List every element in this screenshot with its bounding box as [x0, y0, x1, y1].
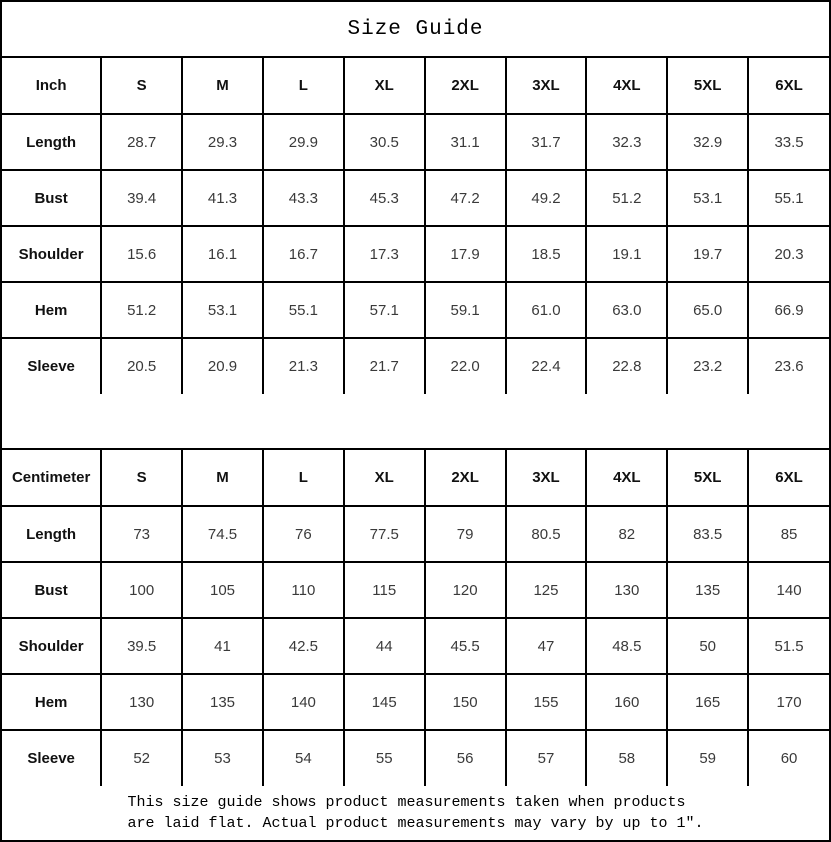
measurement-value-cell: 49.2: [506, 170, 587, 226]
size-header-cell: 4XL: [586, 58, 667, 114]
measurement-value-cell: 29.9: [263, 114, 344, 170]
measurement-value-cell: 52: [101, 730, 182, 786]
measurement-row: [2, 618, 829, 674]
measurement-value-cell: 31.7: [506, 114, 587, 170]
measurement-value-cell: 41: [182, 618, 263, 674]
measurement-value-cell: 16.1: [182, 226, 263, 282]
measurement-value-cell: 39.5: [101, 618, 182, 674]
measurement-value-cell: 53.1: [182, 282, 263, 338]
measurement-value-cell: 51.5: [748, 618, 829, 674]
measurement-value-cell: 115: [344, 562, 425, 618]
measurement-value-cell: 110: [263, 562, 344, 618]
size-header-cell: 3XL: [506, 450, 587, 506]
measurement-value-cell: 80.5: [506, 506, 587, 562]
measurement-value-cell: 50: [667, 618, 748, 674]
measurement-value-cell: 22.4: [506, 338, 587, 394]
measurement-value-cell: 55: [344, 730, 425, 786]
measurement-row: [2, 282, 829, 338]
size-header-cell: XL: [344, 58, 425, 114]
measurement-value-cell: 28.7: [101, 114, 182, 170]
measurement-value-cell: 105: [182, 562, 263, 618]
measurement-value-cell: 22.0: [425, 338, 506, 394]
measurement-value-cell: 16.7: [263, 226, 344, 282]
size-header-cell: XL: [344, 450, 425, 506]
measurement-value-cell: 59.1: [425, 282, 506, 338]
measurement-value-cell: 19.7: [667, 226, 748, 282]
measurement-value-cell: 29.3: [182, 114, 263, 170]
measurement-value-cell: 42.5: [263, 618, 344, 674]
measurement-value-cell: 63.0: [586, 282, 667, 338]
unit-header-cell: Centimeter: [2, 450, 101, 506]
measurement-value-cell: 32.3: [586, 114, 667, 170]
measurement-value-cell: 135: [182, 674, 263, 730]
measurement-row: [2, 674, 829, 730]
inch-table-body: [2, 114, 829, 394]
measurement-value-cell: 130: [101, 674, 182, 730]
measurement-label-cell: Sleeve: [2, 338, 101, 394]
measurement-value-cell: 51.2: [586, 170, 667, 226]
measurement-value-cell: 51.2: [101, 282, 182, 338]
page-title: Size Guide: [2, 2, 829, 58]
measurement-value-cell: 53.1: [667, 170, 748, 226]
measurement-value-cell: 82: [586, 506, 667, 562]
measurement-value-cell: 150: [425, 674, 506, 730]
measurement-value-cell: 55.1: [748, 170, 829, 226]
measurement-value-cell: 53: [182, 730, 263, 786]
measurement-value-cell: 85: [748, 506, 829, 562]
measurement-value-cell: 120: [425, 562, 506, 618]
measurement-value-cell: 165: [667, 674, 748, 730]
measurement-value-cell: 48.5: [586, 618, 667, 674]
measurement-value-cell: 58: [586, 730, 667, 786]
measurement-value-cell: 43.3: [263, 170, 344, 226]
measurement-value-cell: 160: [586, 674, 667, 730]
measurement-value-cell: 33.5: [748, 114, 829, 170]
measurement-row: [2, 506, 829, 562]
measurement-value-cell: 45.5: [425, 618, 506, 674]
size-header-cell: S: [101, 450, 182, 506]
measurement-value-cell: 23.6: [748, 338, 829, 394]
size-header-cell: 5XL: [667, 58, 748, 114]
measurement-value-cell: 56: [425, 730, 506, 786]
measurement-row: [2, 338, 829, 394]
footer-note-text: [127, 792, 703, 834]
measurement-value-cell: 22.8: [586, 338, 667, 394]
centimeter-table-header: [2, 450, 829, 506]
measurement-value-cell: 47.2: [425, 170, 506, 226]
measurement-value-cell: 74.5: [182, 506, 263, 562]
size-header-row: [2, 58, 829, 114]
measurement-value-cell: 44: [344, 618, 425, 674]
unit-header-cell: Inch: [2, 58, 101, 114]
size-header-cell: 2XL: [425, 58, 506, 114]
measurement-value-cell: 57.1: [344, 282, 425, 338]
measurement-value-cell: 57: [506, 730, 587, 786]
inch-size-table: [2, 58, 829, 394]
measurement-row: [2, 730, 829, 786]
measurement-row: [2, 114, 829, 170]
measurement-value-cell: 17.3: [344, 226, 425, 282]
size-header-cell: 2XL: [425, 450, 506, 506]
size-header-cell: 6XL: [748, 450, 829, 506]
measurement-value-cell: 65.0: [667, 282, 748, 338]
measurement-value-cell: 60: [748, 730, 829, 786]
measurement-label-cell: Hem: [2, 674, 101, 730]
table-spacer: [2, 394, 829, 450]
size-header-cell: M: [182, 58, 263, 114]
measurement-row: [2, 170, 829, 226]
measurement-value-cell: 155: [506, 674, 587, 730]
size-header-cell: 4XL: [586, 450, 667, 506]
measurement-value-cell: 54: [263, 730, 344, 786]
measurement-label-cell: Hem: [2, 282, 101, 338]
measurement-value-cell: 15.6: [101, 226, 182, 282]
measurement-value-cell: 55.1: [263, 282, 344, 338]
measurement-value-cell: 30.5: [344, 114, 425, 170]
measurement-value-cell: 17.9: [425, 226, 506, 282]
inch-table-header: [2, 58, 829, 114]
measurement-label-cell: Sleeve: [2, 730, 101, 786]
measurement-value-cell: 21.7: [344, 338, 425, 394]
size-header-cell: S: [101, 58, 182, 114]
measurement-value-cell: 66.9: [748, 282, 829, 338]
measurement-label-cell: Shoulder: [2, 226, 101, 282]
measurement-value-cell: 59: [667, 730, 748, 786]
centimeter-size-table: [2, 450, 829, 786]
measurement-row: [2, 226, 829, 282]
measurement-value-cell: 31.1: [425, 114, 506, 170]
measurement-value-cell: 21.3: [263, 338, 344, 394]
measurement-value-cell: 125: [506, 562, 587, 618]
measurement-value-cell: 140: [263, 674, 344, 730]
size-header-row: [2, 450, 829, 506]
size-header-cell: 6XL: [748, 58, 829, 114]
measurement-value-cell: 23.2: [667, 338, 748, 394]
size-header-cell: 3XL: [506, 58, 587, 114]
footer-note: [2, 786, 829, 840]
measurement-label-cell: Bust: [2, 170, 101, 226]
size-header-cell: L: [263, 58, 344, 114]
measurement-value-cell: 140: [748, 562, 829, 618]
measurement-value-cell: 19.1: [586, 226, 667, 282]
measurement-value-cell: 18.5: [506, 226, 587, 282]
measurement-label-cell: Length: [2, 114, 101, 170]
measurement-value-cell: 32.9: [667, 114, 748, 170]
measurement-value-cell: 145: [344, 674, 425, 730]
size-header-cell: L: [263, 450, 344, 506]
measurement-value-cell: 73: [101, 506, 182, 562]
measurement-value-cell: 61.0: [506, 282, 587, 338]
measurement-value-cell: 47: [506, 618, 587, 674]
footer-note-line1: This size guide shows product measurements taken when products: [127, 794, 686, 811]
measurement-value-cell: 20.5: [101, 338, 182, 394]
measurement-value-cell: 100: [101, 562, 182, 618]
measurement-value-cell: 77.5: [344, 506, 425, 562]
centimeter-table-body: [2, 506, 829, 786]
measurement-value-cell: 20.3: [748, 226, 829, 282]
measurement-row: [2, 562, 829, 618]
measurement-value-cell: 83.5: [667, 506, 748, 562]
measurement-value-cell: 130: [586, 562, 667, 618]
size-header-cell: M: [182, 450, 263, 506]
measurement-value-cell: 79: [425, 506, 506, 562]
measurement-value-cell: 135: [667, 562, 748, 618]
measurement-label-cell: Bust: [2, 562, 101, 618]
measurement-label-cell: Shoulder: [2, 618, 101, 674]
measurement-value-cell: 170: [748, 674, 829, 730]
measurement-value-cell: 76: [263, 506, 344, 562]
measurement-label-cell: Length: [2, 506, 101, 562]
footer-note-line2: are laid flat. Actual product measurements may vary by up to 1″.: [127, 815, 704, 832]
measurement-value-cell: 39.4: [101, 170, 182, 226]
measurement-value-cell: 45.3: [344, 170, 425, 226]
measurement-value-cell: 41.3: [182, 170, 263, 226]
measurement-value-cell: 20.9: [182, 338, 263, 394]
size-header-cell: 5XL: [667, 450, 748, 506]
